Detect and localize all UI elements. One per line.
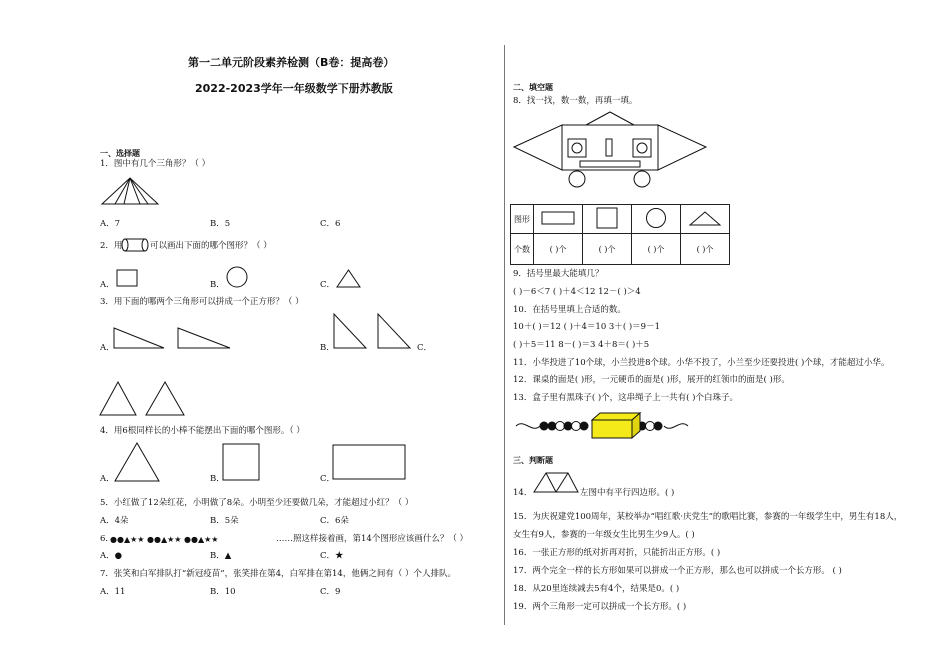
q3-option-c-triangles (98, 378, 188, 418)
q4-triangle-shape (113, 441, 161, 483)
q5-option-c: C．6朵 (320, 516, 349, 526)
column-divider (504, 45, 505, 625)
question-16: 16．一张正方形的纸对折再对折，只能折出正方形。( ) (513, 548, 721, 558)
question-9: 9．括号里最大能填几？ (513, 269, 604, 279)
question-13: 13．盒子里有黑珠子( )个，这串绳子上一共有( )个白珠子。 (513, 393, 738, 403)
question-19: 19．两个三角形一定可以拼成一个长方形。( ) (513, 602, 687, 612)
question-14-prefix: 14． (513, 488, 533, 498)
section-judge-heading: 三、判断题 (513, 456, 553, 465)
q3-option-b-triangles (332, 312, 414, 352)
q2-option-b: B． (210, 280, 225, 290)
q8-count-table (510, 204, 730, 265)
question-2-prefix: 2．用 (100, 241, 123, 251)
q4-square-shape (222, 443, 262, 483)
question-10: 10．在括号里填上合适的数。 (513, 305, 626, 315)
question-7: 7．张笑和白军排队打“新冠疫苗”，张笑排在第4，白军排在第14，他俩之间有（ ）个人排队。 (100, 569, 457, 579)
bead-white (556, 422, 565, 431)
bead-black (654, 422, 663, 431)
q2-option-c: C． (320, 280, 336, 290)
q2-triangle-shape (335, 268, 363, 290)
question-10-line-2: ( )＋5＝11 8－( )＝3 4＋8＝( )＋5 (513, 340, 650, 350)
question-6-prefix: 6． (100, 534, 114, 544)
question-11: 11．小华投进了10个球，小兰投进8个球。小华不投了，小兰至少还要投进( )个球，才能超过小华。 (513, 358, 890, 368)
q7-option-a: A．11 (100, 587, 126, 597)
question-18: 18．从20里连续减去5有4个，结果是0。( ) (513, 584, 680, 594)
table-count-square[interactable]: ( )个 (583, 234, 632, 265)
box-front (592, 420, 632, 438)
question-12: 12．课桌的面是( )形，一元硬币的面是( )形，展开的红领巾的面是( )形。 (513, 375, 790, 385)
bead-black (580, 422, 589, 431)
title-line-1: 第一二单元阶段素养检测（B卷：提高卷） (188, 56, 395, 69)
q1-option-c: C．6 (320, 219, 341, 229)
table-square-icon (596, 207, 618, 229)
q3-option-b: B． (320, 343, 335, 353)
bead-white (572, 422, 581, 431)
table-rectangle-icon (541, 211, 575, 225)
q6-option-a: A．● (100, 551, 123, 561)
q5-option-a: A．4朵 (100, 516, 129, 526)
q1-option-b: B．5 (210, 219, 231, 229)
question-15-line-1: 15．为庆祝建党100周年，某校举办“唱红歌·庆党生”的歌唱比赛，参赛的一年级学生中，男生有18人， (513, 512, 903, 522)
question-10-line-1: 10＋( )＝12 ( )＋4＝10 3＋( )＝9－1 (513, 322, 660, 332)
section-choice-heading: 一、选择题 (100, 149, 140, 158)
question-5: 5．小红做了12朵红花，小明做了8朵。小明至少还要做几朵，才能超过小红？（ ） (100, 498, 414, 508)
q4-option-a: A． (100, 474, 115, 484)
question-17: 17．两个完全一样的长方形如果可以拼成一个正方形，那么也可以拼成一个长方形。 ( ) (513, 566, 842, 576)
q1-option-a: A．7 (100, 219, 121, 229)
table-header-count: 个数 (511, 234, 534, 265)
table-triangle-icon (689, 210, 721, 226)
question-14-text: 左图中有平行四边形。( ) (580, 488, 675, 498)
question-6-sequence: ●●▲★★ ●●▲★★ ●●▲★★ (110, 535, 219, 544)
q3-option-a-triangles (112, 324, 232, 352)
q4-option-b: B． (210, 474, 225, 484)
q7-option-b: B．10 (210, 587, 236, 597)
table-count-triangle[interactable]: ( )个 (681, 234, 730, 265)
question-8: 8．找一找，数一数，再填一填。 (513, 96, 638, 106)
q7-option-c: C．9 (320, 587, 341, 597)
q3-option-c: C． (417, 343, 433, 353)
q2-option-a: A． (100, 280, 115, 290)
q2-cylinder-icon (121, 237, 149, 253)
section-fill-heading: 二、填空题 (513, 83, 553, 92)
question-3: 3．用下面的哪两个三角形可以拼成一个正方形？（ ） (100, 297, 304, 307)
table-count-circle[interactable]: ( )个 (632, 234, 681, 265)
bead-white (646, 422, 655, 431)
q2-rectangle-shape (116, 268, 140, 290)
q5-option-b: B．5朵 (210, 516, 239, 526)
question-9-line-1: ( )－6＜7 ( )＋4＜12 12－( )＞4 (513, 287, 641, 297)
question-2-text: 可以画出下面的哪个图形？（ ） (150, 241, 272, 251)
q13-bead-string-figure (514, 408, 694, 442)
q6-option-c: C．★ (320, 551, 344, 561)
table-circle-icon (645, 207, 667, 229)
table-square-cell (583, 205, 632, 234)
q3-option-a: A． (100, 343, 115, 353)
bead-black (540, 422, 549, 431)
table-triangle-cell (681, 205, 730, 234)
question-6-text: ……照这样接着画，第14个图形应该画什么？（ ） (276, 534, 469, 544)
table-circle-cell (632, 205, 681, 234)
table-rectangle-cell (534, 205, 583, 234)
q6-option-b: B．▲ (210, 551, 232, 561)
q8-robot-car-figure (512, 110, 708, 190)
title-line-2: 2022-2023学年一年级数学下册苏教版 (195, 82, 393, 95)
q14-triangles-figure (532, 470, 582, 496)
table-header-shape: 图形 (511, 205, 534, 234)
q4-rectangle-shape (332, 444, 408, 482)
q4-option-c: C． (320, 474, 336, 484)
q1-triangle-figure (100, 176, 160, 206)
question-4: 4．用6根同样长的小棒不能摆出下面的哪个图形。（ ） (100, 426, 305, 436)
question-1: 1．图中有几个三角形？（ ） (100, 159, 211, 169)
question-15-line-2: 女生有9人，参赛的一年级女生比男生少9人。( ) (513, 530, 695, 540)
table-count-rectangle[interactable]: ( )个 (534, 234, 583, 265)
q2-circle-shape (226, 265, 250, 291)
